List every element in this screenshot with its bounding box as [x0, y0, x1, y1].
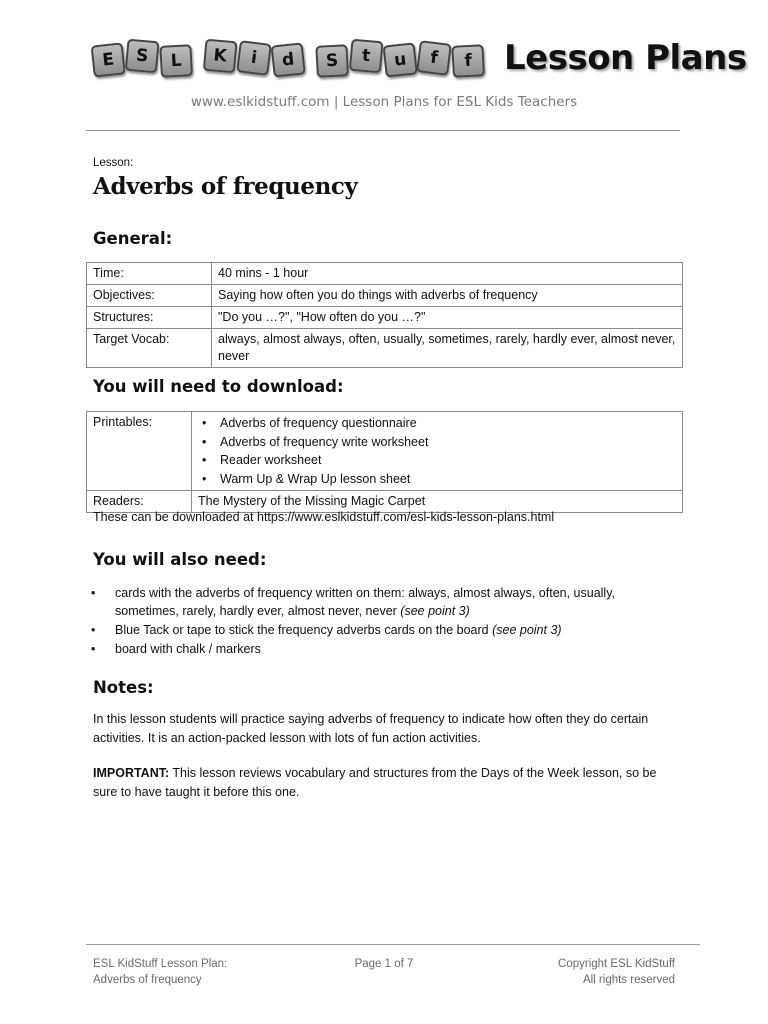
footer-plan-name: Adverbs of frequency	[93, 974, 202, 986]
list-item-note: (see point 3)	[400, 604, 470, 618]
general-value: "Do you …?", "How often do you …?"	[212, 307, 683, 329]
also-need-heading: You will also need:	[93, 550, 267, 569]
important-paragraph	[93, 764, 683, 801]
general-key: Target Vocab:	[87, 329, 212, 368]
notes-paragraph: In this lesson students will practice saying adverbs of frequency to indicate how often they do certain activities. It is an action-packed lesson with lots of fun action activities.	[93, 712, 649, 745]
logo-block: f	[416, 40, 452, 76]
logo-block: L	[159, 44, 193, 78]
printables-list	[198, 414, 676, 488]
table-row	[87, 307, 683, 329]
list-item-text: Blue Tack or tape to stick the frequency adverbs cards on the board	[115, 623, 493, 637]
download-table	[86, 411, 683, 513]
copyright: Copyright ESL KidStuff	[558, 958, 675, 970]
general-value: Saying how often you do things with adverbs of frequency	[212, 285, 683, 307]
rights-reserved: All rights reserved	[582, 974, 675, 986]
lesson-title: Adverbs of frequency	[93, 173, 358, 200]
logo-block: S	[125, 39, 160, 74]
general-table	[86, 262, 683, 368]
list-item-text: board with chalk / markers	[115, 642, 261, 656]
page-number: Page 1 of 7	[354, 958, 414, 970]
logo-block: S	[315, 44, 349, 78]
important-label: IMPORTANT:	[93, 766, 170, 780]
general-key: Objectives:	[87, 285, 212, 307]
list-item-note: (see point 3)	[492, 623, 562, 637]
readers-value: The Mystery of the Missing Magic Carpet	[192, 491, 683, 513]
lesson-content	[93, 157, 685, 799]
table-row	[87, 412, 683, 491]
logo-block: d	[271, 42, 306, 77]
list-item: • Warm Up & Wrap Up lesson sheet	[198, 470, 676, 489]
lesson-plans-title: Lesson Plans	[504, 38, 747, 78]
general-heading: General:	[93, 229, 173, 248]
printables-cell	[192, 412, 683, 491]
table-row	[87, 285, 683, 307]
table-row	[87, 329, 683, 368]
list-item	[93, 621, 653, 639]
table-row	[87, 263, 683, 285]
footer-right	[558, 956, 675, 988]
list-item	[93, 584, 653, 620]
readers-label: Readers:	[87, 491, 192, 513]
list-item: • Reader worksheet	[198, 451, 676, 470]
logo-block-space	[306, 44, 314, 72]
logo-block: f	[451, 44, 485, 78]
site-tagline: www.eslkidstuff.com | Lesson Plans for ESL Kids Teachers	[190, 94, 578, 110]
general-value: 40 mins - 1 hour	[212, 263, 683, 285]
logo	[92, 30, 747, 86]
general-key: Structures:	[87, 307, 212, 329]
logo-block: t	[349, 39, 384, 74]
important-text: This lesson reviews vocabulary and structures from the Days of the Week lesson, so be sure to have taught it before this one.	[93, 766, 657, 799]
notes-heading: Notes:	[93, 678, 154, 697]
logo-block: i	[236, 40, 272, 76]
lesson-label: Lesson:	[93, 157, 134, 169]
list-item	[93, 640, 653, 658]
general-value: always, almost always, often, usually, sometimes, rarely, hardly ever, almost never, never	[212, 329, 683, 368]
list-item: • Adverbs of frequency questionnaire	[198, 414, 676, 433]
logo-block: E	[91, 42, 126, 77]
download-heading: You will need to download:	[93, 377, 344, 396]
list-item-text: cards with the adverbs of frequency written on them: always, almost always, often, usually, sometimes, rarely, hardly ever, almost never, never	[115, 586, 615, 618]
logo-block: K	[203, 39, 238, 74]
also-need-list	[93, 584, 653, 659]
logo-block-space	[194, 44, 202, 72]
general-key: Time:	[87, 263, 212, 285]
download-note: These can be downloaded at https://www.eslkidstuff.com/esl-kids-lesson-plans.html	[93, 510, 555, 524]
footer-left	[93, 956, 227, 988]
logo-block: u	[383, 42, 418, 77]
footer-divider	[86, 944, 700, 945]
esl-kidstuff-logo-blocks	[92, 42, 486, 74]
footer-plan-label: ESL KidStuff Lesson Plan:	[93, 958, 228, 970]
header-divider	[86, 130, 680, 131]
list-item: • Adverbs of frequency write worksheet	[198, 433, 676, 452]
printables-label: Printables:	[87, 412, 192, 491]
